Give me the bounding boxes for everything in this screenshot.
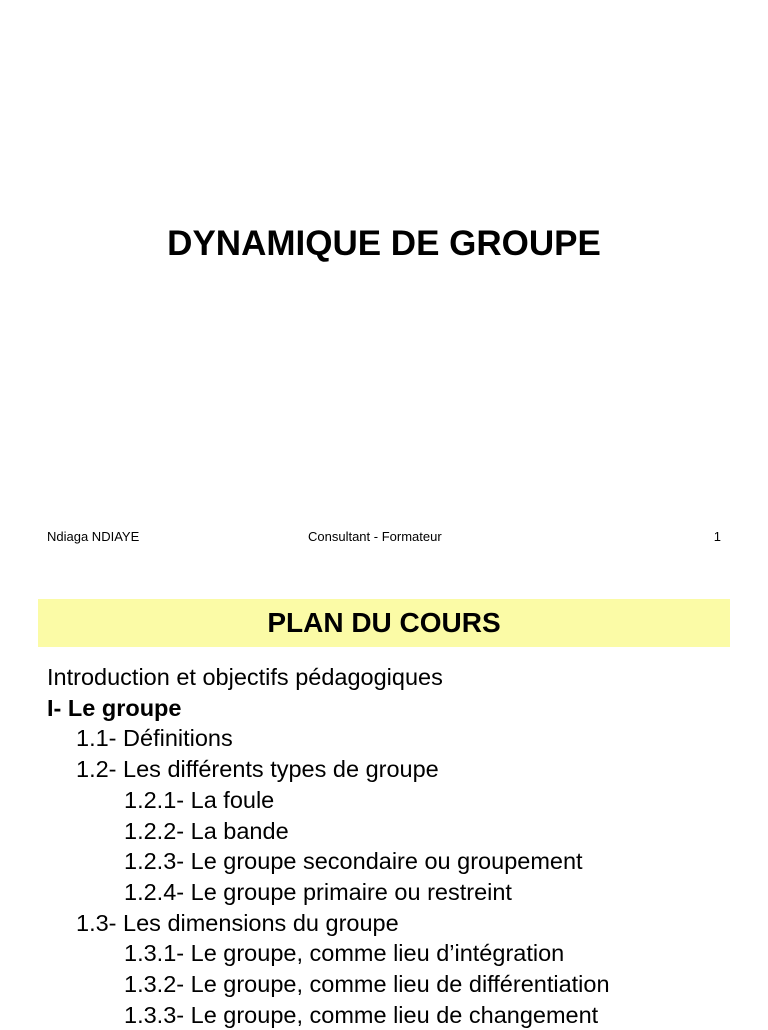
page-number: 1 (713, 529, 721, 544)
plan-item-1-3-1: 1.3.1- Le groupe, comme lieu d’intégration (124, 940, 565, 967)
plan-item-1-3: 1.3- Les dimensions du groupe (76, 909, 399, 936)
plan-title: PLAN DU COURS (267, 607, 501, 638)
plan-item-1-2-1: 1.2.1- La foule (124, 786, 275, 813)
plan-item-section-1: I- Le groupe (47, 694, 182, 721)
plan-item-1-2-4: 1.2.4- Le groupe primaire ou restreint (124, 878, 512, 905)
plan-item-1-2-2: 1.2.2- La bande (124, 817, 289, 844)
footer-author: Ndiaga NDIAYE (47, 529, 140, 544)
plan-item-1-2: 1.2- Les différents types de groupe (76, 756, 439, 783)
plan-item-1-3-3: 1.3.3- Le groupe, comme lieu de changement (124, 1001, 599, 1028)
plan-item-1-3-2: 1.3.2- Le groupe, comme lieu de différentiation (124, 971, 610, 998)
footer-role: Consultant - Formateur (308, 529, 442, 544)
plan-item-1-1: 1.1- Définitions (76, 725, 233, 752)
plan-header-banner (38, 599, 730, 647)
slide-title: DYNAMIQUE DE GROUPE (167, 224, 601, 263)
plan-item-1-2-3: 1.2.3- Le groupe secondaire ou groupement (124, 848, 583, 875)
course-plan-list (47, 662, 610, 1030)
plan-item-introduction: Introduction et objectifs pédagogiques (47, 664, 443, 690)
